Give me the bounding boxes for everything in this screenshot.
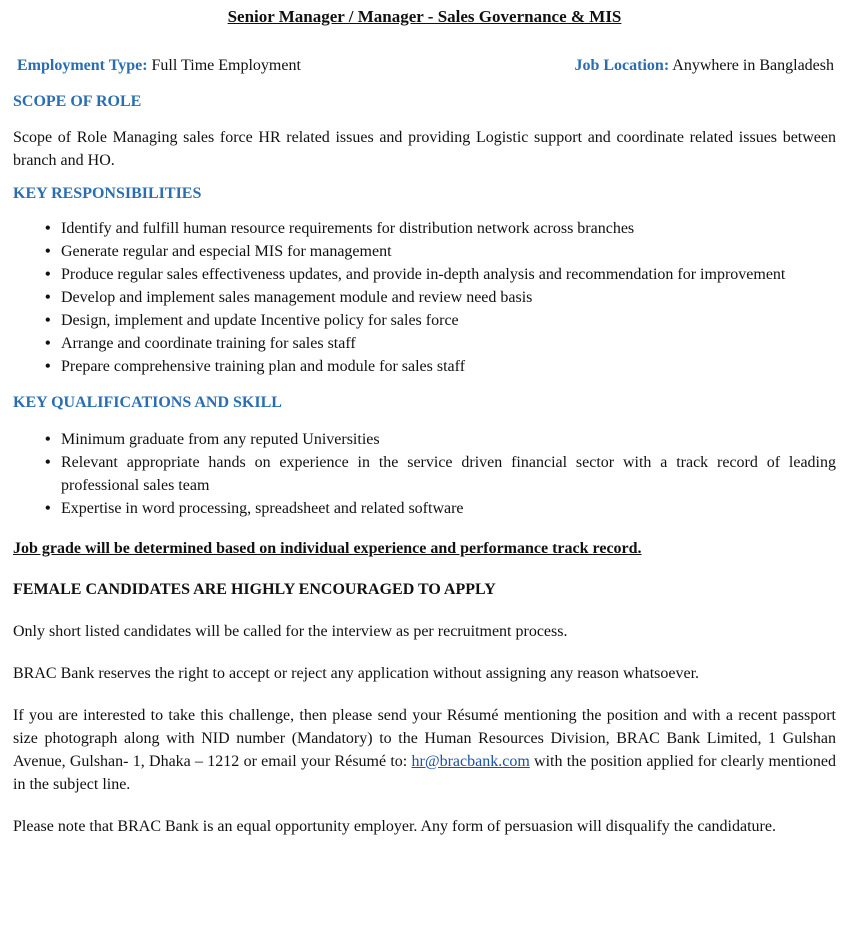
list-item: • Prepare comprehensive training plan and module for sales staff — [61, 355, 836, 378]
responsibilities-list — [13, 217, 836, 378]
list-item: • Design, implement and update Incentive policy for sales force — [61, 309, 836, 332]
job-location-value: Anywhere in Bangladesh — [669, 57, 834, 74]
qualifications-list — [13, 428, 836, 520]
page-title: Senior Manager / Manager - Sales Governance & MIS — [227, 7, 622, 26]
list-item: • Produce regular sales effectiveness updates, and provide in-depth analysis and recommendation for improvement — [61, 263, 836, 286]
list-item: • Generate regular and especial MIS for management — [61, 240, 836, 263]
responsibilities-heading: KEY RESPONSIBILITIES — [13, 185, 202, 202]
scope-text: Scope of Role Managing sales force HR related issues and providing Logistic support and coordinate related issues between branch and HO. — [13, 129, 836, 169]
apply-instructions — [13, 704, 836, 796]
job-location-label: Job Location: — [574, 57, 670, 74]
scope-heading: SCOPE OF ROLE — [13, 93, 142, 110]
job-grade-note: Job grade will be determined based on individual experience and performance track record. — [13, 540, 642, 557]
job-meta-row — [13, 54, 836, 78]
apply-text-before: If you are interested to take this challenge, then please send your Résumé mentioning the position and with a recent passport size photograph along with NID number (Mandatory) to the Human Resources Division, BRAC Bank Limited, 1 Gulshan Avenue, Gulshan- 1, Dhaka – 1212 or email your Résumé to: — [13, 707, 836, 770]
employment-type-value: Full Time Employment — [147, 57, 301, 74]
employment-type — [17, 54, 301, 78]
list-item: • Arrange and coordinate training for sales staff — [61, 332, 836, 355]
list-item: • Minimum graduate from any reputed Universities — [61, 428, 836, 451]
apply-text-after: with the position applied for clearly mentioned in the subject line. — [13, 753, 836, 793]
employment-type-label: Employment Type: — [17, 57, 148, 74]
list-item: • Relevant appropriate hands on experience in the service driven financial sector with a track record of leading professional sales team — [61, 451, 836, 497]
qualifications-heading: KEY QUALIFICATIONS AND SKILL — [13, 394, 282, 411]
list-item: • Expertise in word processing, spreadsheet and related software — [61, 497, 836, 520]
female-candidates-note: FEMALE CANDIDATES ARE HIGHLY ENCOURAGED TO APPLY — [13, 581, 496, 598]
email-link[interactable]: hr@bracbank.com — [411, 753, 530, 770]
rights-note: BRAC Bank reserves the right to accept or reject any application without assigning any reason whatsoever. — [13, 665, 700, 682]
shortlist-note: Only short listed candidates will be called for the interview as per recruitment process. — [13, 623, 568, 640]
list-item: • Develop and implement sales management module and review need basis — [61, 286, 836, 309]
equal-opportunity-note: Please note that BRAC Bank is an equal opportunity employer. Any form of persuasion will disqualify the candidature. — [13, 818, 776, 835]
list-item: • Identify and fulfill human resource requirements for distribution network across branches — [61, 217, 836, 240]
job-location — [574, 54, 834, 78]
